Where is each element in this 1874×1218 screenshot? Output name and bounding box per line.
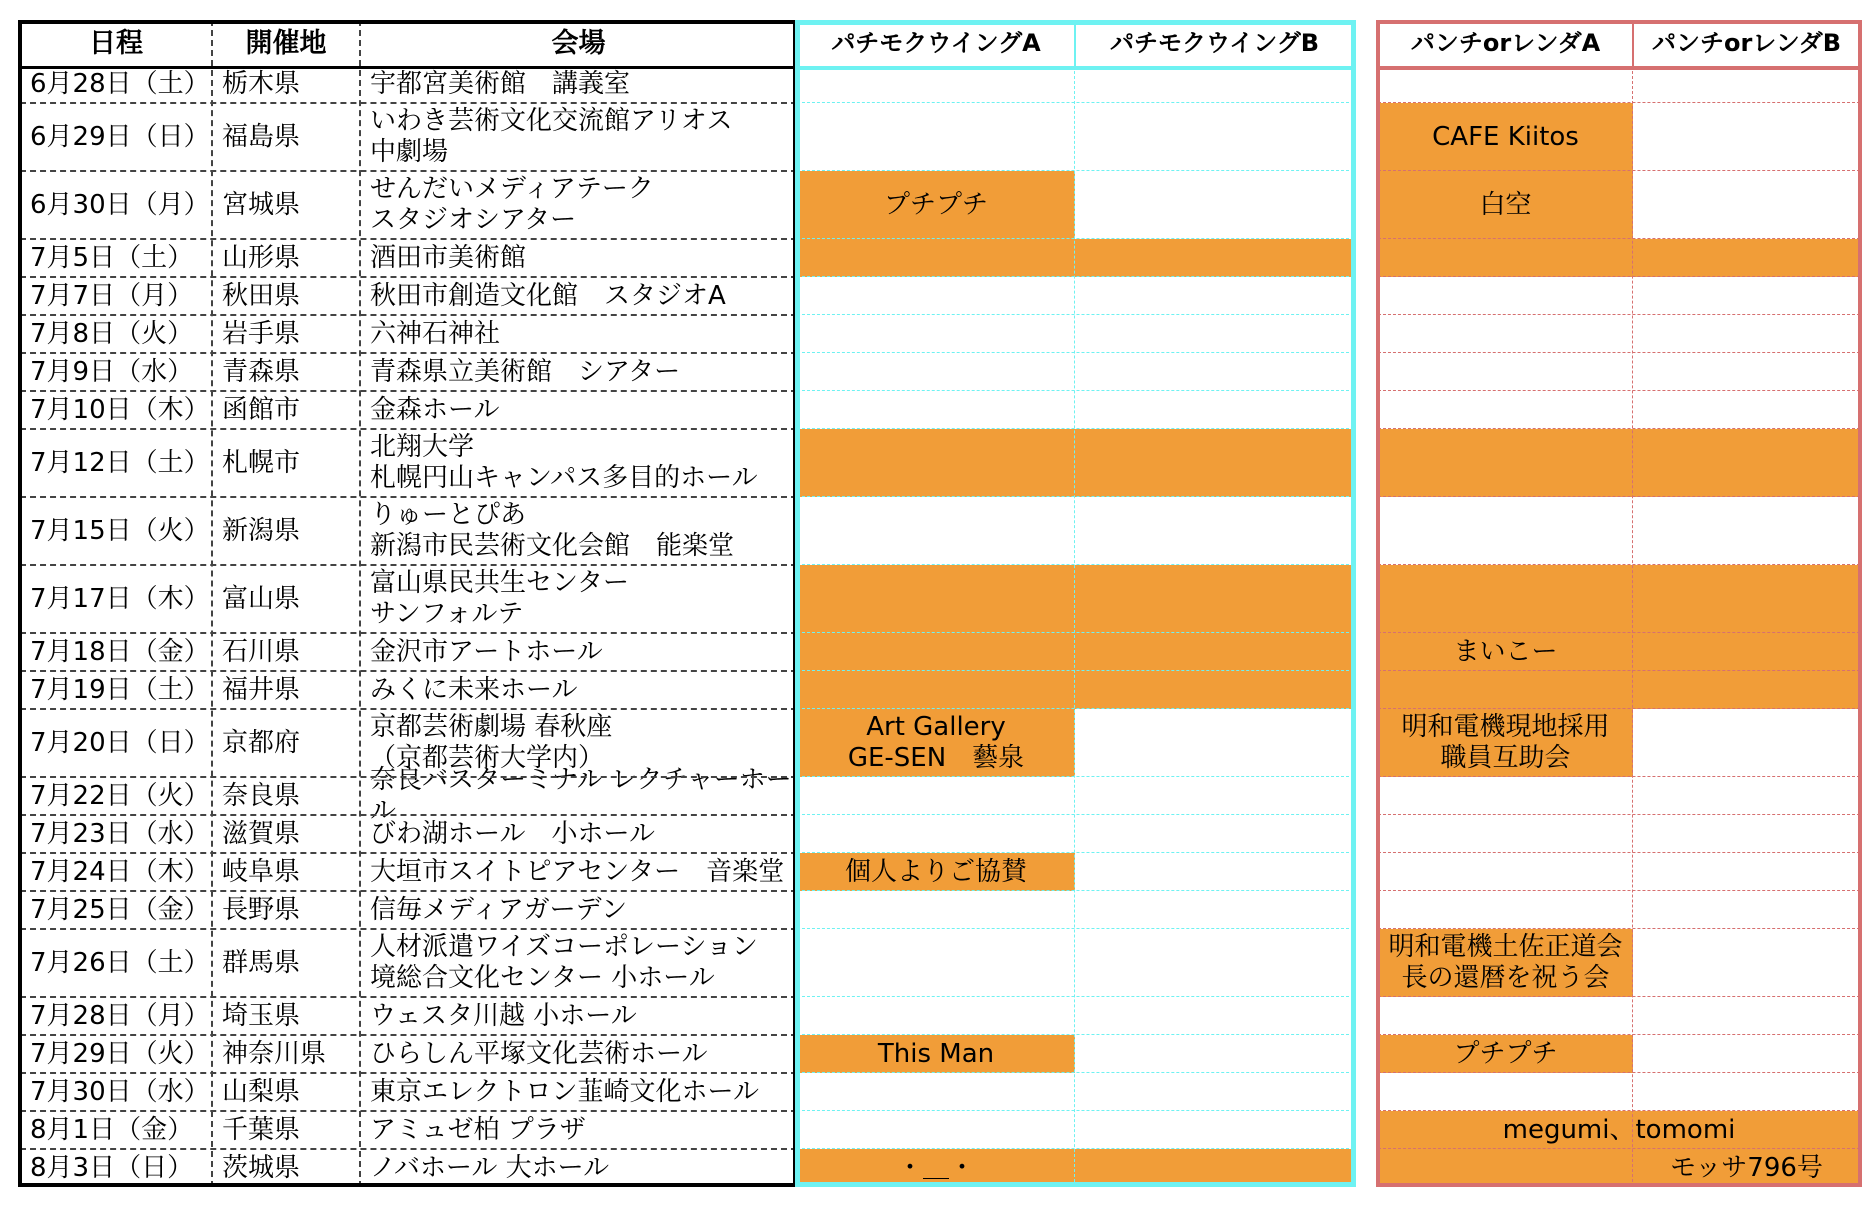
cell-date: 7月20日（日） <box>30 727 210 758</box>
header-venue: 会場 <box>551 27 606 59</box>
cell-date: 7月9日（水） <box>30 356 194 387</box>
sponsor-cell <box>797 565 1075 633</box>
cell-date: 7月7日（月） <box>30 280 194 311</box>
row-divider <box>797 1110 1354 1111</box>
cell-venue: いわき芸術文化交流館アリオス 中劇場 <box>370 106 733 167</box>
cell-date: 7月17日（木） <box>30 583 210 614</box>
sponsor-cell <box>1378 239 1633 277</box>
cell-date: 8月3日（日） <box>30 1152 194 1183</box>
sponsor-cell: Art Gallery GE-SEN 藝泉 <box>797 709 1075 777</box>
cell-date: 7月24日（木） <box>30 856 210 887</box>
sponsor-cell: 個人よりご協賛 <box>797 853 1075 891</box>
sponsor-cell <box>1633 239 1860 277</box>
cell-date: 6月30日（月） <box>30 189 210 220</box>
cell-venue: 酒田市美術館 <box>370 242 527 273</box>
cell-venue: 北翔大学 札幌円山キャンパス多目的ホール <box>370 432 758 493</box>
cell-date: 7月25日（金） <box>30 894 210 925</box>
cell-venue: 宇都宮美術館 講義室 <box>370 69 631 99</box>
row-divider <box>797 928 1354 929</box>
cell-place: 宮城県 <box>222 189 301 220</box>
cell-place: 山梨県 <box>222 1076 301 1107</box>
cell-date: 6月29日（日） <box>30 121 210 152</box>
cell-place: 札幌市 <box>222 447 301 478</box>
sponsor-cell: プチプチ <box>1378 1035 1633 1073</box>
sponsor-cell <box>797 633 1075 671</box>
sponsor-cell: ・＿・ <box>797 1149 1075 1187</box>
header-place: 開催地 <box>245 27 327 59</box>
sponsor-cell <box>1075 429 1354 497</box>
cell-place: 京都府 <box>222 727 301 758</box>
cell-place: 群馬県 <box>222 947 301 978</box>
cell-date: 7月22日（火） <box>30 780 210 811</box>
row-divider <box>797 102 1354 103</box>
sponsor-cell <box>1378 565 1633 633</box>
cell-date: 8月1日（金） <box>30 1114 194 1145</box>
cell-venue: みくに未来ホール <box>370 674 578 705</box>
cell-place: 函館市 <box>222 394 301 425</box>
row-divider <box>1378 852 1860 853</box>
sponsor-cell <box>1075 633 1354 671</box>
header-date: 日程 <box>89 27 143 59</box>
cell-place: 福島県 <box>222 121 301 152</box>
cell-date: 7月28日（月） <box>30 1000 210 1031</box>
cell-place: 青森県 <box>222 356 301 387</box>
cell-date: 7月23日（水） <box>30 818 210 849</box>
cell-venue: 人材派遣ワイズコーポレーション 境総合文化センター 小ホール <box>370 932 758 993</box>
cell-venue: 富山県民共生センター サンフォルテ <box>370 568 629 629</box>
cell-date: 7月26日（土） <box>30 947 210 978</box>
sponsor-cell <box>1075 1149 1354 1187</box>
cell-place: 石川県 <box>222 636 301 667</box>
cell-venue: ノバホール 大ホール <box>370 1152 610 1183</box>
cell-place: 福井県 <box>222 674 301 705</box>
row-divider <box>1378 390 1860 391</box>
sponsor-cell: まいこー <box>1378 633 1633 671</box>
sponsor-cell <box>1075 239 1354 277</box>
sponsor-cell <box>797 671 1075 709</box>
row-divider <box>797 352 1354 353</box>
cell-venue: 京都芸術劇場 春秋座 （京都芸術大学内） <box>370 712 613 773</box>
sponsor-cell: This Man <box>797 1035 1075 1073</box>
sponsor-cell: 明和電機土佐正道会 長の還暦を祝う会 <box>1378 929 1633 997</box>
cell-place: 岐阜県 <box>222 856 301 887</box>
cell-date: 7月19日（土） <box>30 674 210 705</box>
sponsor-cell <box>1378 429 1633 497</box>
cell-venue: 六神石神社 <box>370 318 501 349</box>
cell-place: 滋賀県 <box>222 818 301 849</box>
sponsor-cell: CAFE Kiitos <box>1378 103 1633 171</box>
cell-venue: ひらしん平塚文化芸術ホール <box>370 1038 708 1069</box>
row-divider <box>797 390 1354 391</box>
cell-place: 秋田県 <box>222 280 301 311</box>
cell-venue: アミュゼ柏 プラザ <box>370 1114 586 1145</box>
cell-date: 7月8日（火） <box>30 318 194 349</box>
cell-place: 埼玉県 <box>222 1000 301 1031</box>
row-divider <box>797 996 1354 997</box>
cell-venue: 東京エレクトロン韮崎文化ホール <box>370 1076 759 1107</box>
sponsor-cell: 白空 <box>1378 171 1633 239</box>
header-sponsor-1: パチモクウイングB <box>1109 28 1320 57</box>
cell-venue: びわ湖ホール 小ホール <box>370 818 655 849</box>
cell-venue: ウェスタ川越 小ホール <box>370 1000 637 1031</box>
cell-date: 7月10日（木） <box>30 394 210 425</box>
header-underline <box>1378 66 1860 70</box>
sponsor-cell <box>1378 1149 1633 1187</box>
cell-venue: 青森県立美術館 シアター <box>370 356 681 387</box>
row-divider <box>797 314 1354 315</box>
sponsor-cell <box>1075 565 1354 633</box>
cell-place: 茨城県 <box>222 1152 301 1183</box>
cell-venue: 大垣市スイトピアセンター 音楽堂 <box>370 856 785 887</box>
header-sponsor-2: パンチorレンダA <box>1410 28 1601 57</box>
cell-date: 7月12日（土） <box>30 447 210 478</box>
sponsor-cell <box>1633 671 1860 709</box>
cell-place: 栃木県 <box>222 69 301 99</box>
cell-place: 長野県 <box>222 894 301 925</box>
sponsor-cell: megumi、tomomi <box>1378 1111 1860 1149</box>
header-sponsor-0: パチモクウイングA <box>831 28 1041 57</box>
sponsor-cell <box>1633 429 1860 497</box>
cell-place: 千葉県 <box>222 1114 301 1145</box>
sponsor-cell: プチプチ <box>797 171 1075 239</box>
cell-place: 富山県 <box>222 583 301 614</box>
cell-date: 7月18日（金） <box>30 636 210 667</box>
sponsor-cell <box>1633 565 1860 633</box>
cell-venue: 金森ホール <box>370 394 500 425</box>
cell-place: 岩手県 <box>222 318 301 349</box>
sponsor-cell <box>1633 633 1860 671</box>
row-divider <box>1378 352 1860 353</box>
header-underline <box>797 66 1354 70</box>
row-divider <box>1378 814 1860 815</box>
row-divider <box>1378 314 1860 315</box>
header-sponsor-3: パンチorレンダB <box>1651 28 1842 57</box>
cell-venue: 奈良バスターミナル レクチャーホール <box>370 765 792 826</box>
cell-place: 神奈川県 <box>222 1038 327 1069</box>
sponsor-cell <box>797 239 1075 277</box>
sponsor-cell <box>1378 671 1633 709</box>
cell-venue: 秋田市創造文化館 スタジオA <box>370 280 726 311</box>
row-divider <box>797 814 1354 815</box>
cell-place: 奈良県 <box>222 780 301 811</box>
cell-date: 7月15日（火） <box>30 515 210 546</box>
cell-place: 山形県 <box>222 242 301 273</box>
cell-venue: 信毎メディアガーデン <box>370 894 628 925</box>
cell-venue: りゅーとぴあ 新潟市民芸術文化会館 能楽堂 <box>370 500 735 561</box>
row-divider <box>1378 890 1860 891</box>
cell-date: 6月28日（土） <box>30 69 210 99</box>
sponsor-cell <box>797 429 1075 497</box>
sponsor-cell: 明和電機現地採用 職員互助会 <box>1378 709 1633 777</box>
cell-place: 新潟県 <box>222 515 301 546</box>
sponsor-cell: モッサ796号 <box>1633 1149 1860 1187</box>
cell-date: 7月29日（火） <box>30 1038 210 1069</box>
cell-date: 7月30日（水） <box>30 1076 210 1107</box>
cell-venue: せんだいメディアテーク スタジオシアター <box>370 174 654 235</box>
sponsor-cell <box>1075 671 1354 709</box>
cell-venue: 金沢市アートホール <box>370 636 603 667</box>
cell-date: 7月5日（土） <box>30 242 194 273</box>
